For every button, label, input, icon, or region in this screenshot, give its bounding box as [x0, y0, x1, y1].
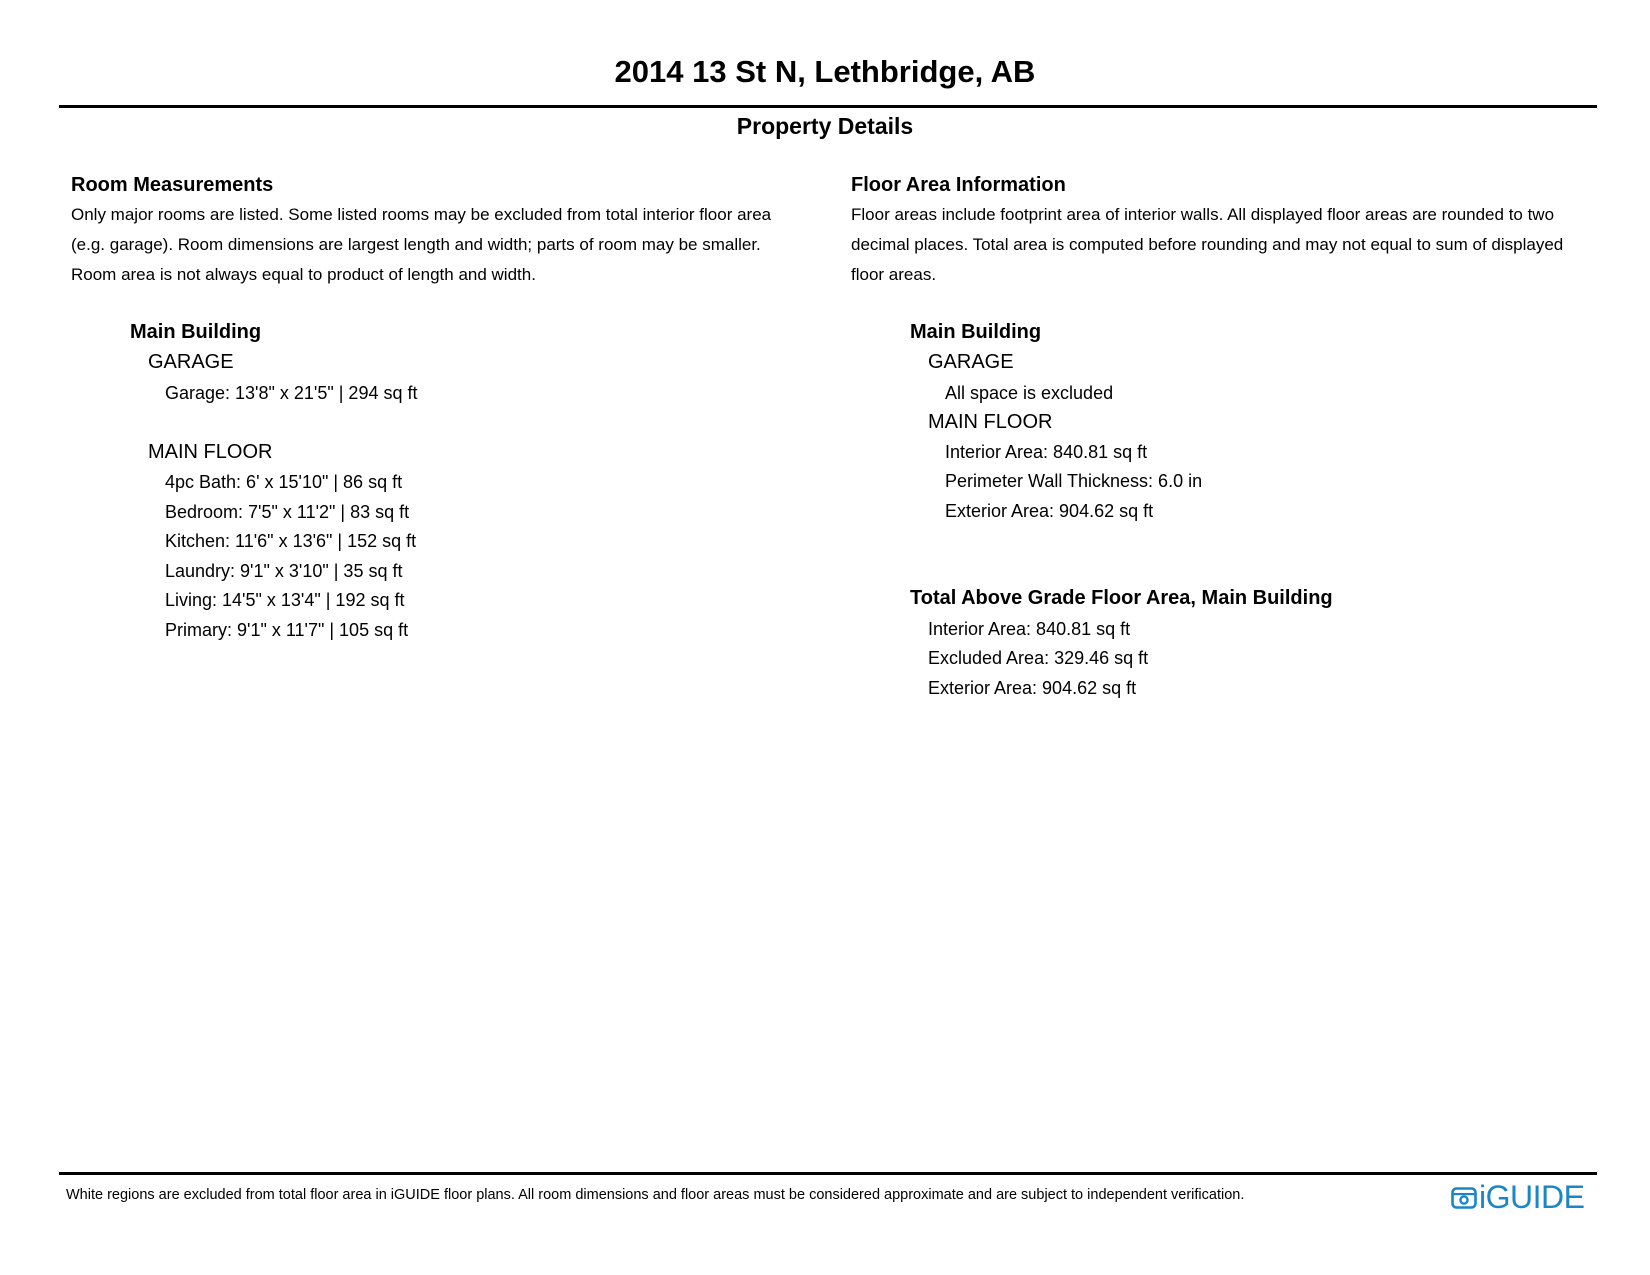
floor-area-item: Interior Area: 840.81 sq ft — [945, 442, 1148, 462]
camera-icon — [1451, 1184, 1477, 1210]
total-floor-area-item: Excluded Area: 329.46 sq ft — [928, 648, 1149, 668]
room-measurements-description — [71, 200, 811, 290]
floor-area-item: Exterior Area: 904.62 sq ft — [945, 501, 1154, 521]
room-item: Bedroom: 7'5" x 11'2" | 83 sq ft — [165, 502, 410, 522]
room-measurements-section — [71, 172, 811, 290]
description-line: decimal places. Total area is computed before rounding and may not equal to sum of displayed — [851, 235, 1564, 254]
room-item: 4pc Bath: 6' x 15'10" | 86 sq ft — [165, 472, 403, 492]
description-line: Floor areas include footprint area of interior walls. All displayed floor areas are rounded to two — [851, 205, 1555, 224]
iguide-logo — [1451, 1181, 1584, 1213]
header-divider — [59, 105, 1597, 108]
description-line: (e.g. garage). Room dimensions are largest length and width; parts of room may be smaller. — [71, 235, 761, 254]
description-line: floor areas. — [851, 265, 937, 284]
room-measurements-heading: Room Measurements — [71, 174, 274, 196]
room-item: Living: 14'5" x 13'4" | 192 sq ft — [165, 590, 405, 610]
floor-area-item: Perimeter Wall Thickness: 6.0 in — [945, 471, 1203, 491]
total-floor-area-heading: Total Above Grade Floor Area, Main Building — [910, 587, 1333, 609]
floor-area-heading: Floor Area Information — [851, 174, 1066, 196]
floor-area-building-heading: Main Building — [910, 321, 1042, 343]
total-floor-area-item: Exterior Area: 904.62 sq ft — [928, 678, 1137, 698]
room-item: Garage: 13'8" x 21'5" | 294 sq ft — [165, 383, 418, 403]
description-line: Only major rooms are listed. Some listed rooms may be excluded from total interior floor area — [71, 205, 772, 224]
room-garage-label: GARAGE — [148, 351, 234, 373]
room-item: Primary: 9'1" x 11'7" | 105 sq ft — [165, 620, 409, 640]
description-line: Room area is not always equal to product of length and width. — [71, 265, 536, 284]
page-subtitle: Property Details — [736, 113, 914, 139]
footer-disclaimer: White regions are excluded from total floor area in iGUIDE floor plans. All room dimensions and floor areas must be considered approximate and are subject to independent verification. — [66, 1187, 1245, 1203]
floor-area-item: All space is excluded — [945, 383, 1114, 403]
floor-area-description — [851, 200, 1611, 290]
total-floor-area-item: Interior Area: 840.81 sq ft — [928, 619, 1131, 639]
room-item: Kitchen: 11'6" x 13'6" | 152 sq ft — [165, 531, 417, 551]
room-item: Laundry: 9'1" x 3'10" | 35 sq ft — [165, 561, 403, 581]
room-building-heading: Main Building — [130, 321, 262, 343]
floor-area-main-floor-label: MAIN FLOOR — [928, 411, 1053, 433]
logo-wordmark: iGUIDE — [1479, 1179, 1585, 1215]
page-title: 2014 13 St N, Lethbridge, AB — [614, 54, 1036, 89]
room-main-floor-label: MAIN FLOOR — [148, 441, 273, 463]
floor-area-garage-label: GARAGE — [928, 351, 1014, 373]
footer-divider — [59, 1172, 1597, 1175]
floor-area-section — [851, 172, 1611, 290]
